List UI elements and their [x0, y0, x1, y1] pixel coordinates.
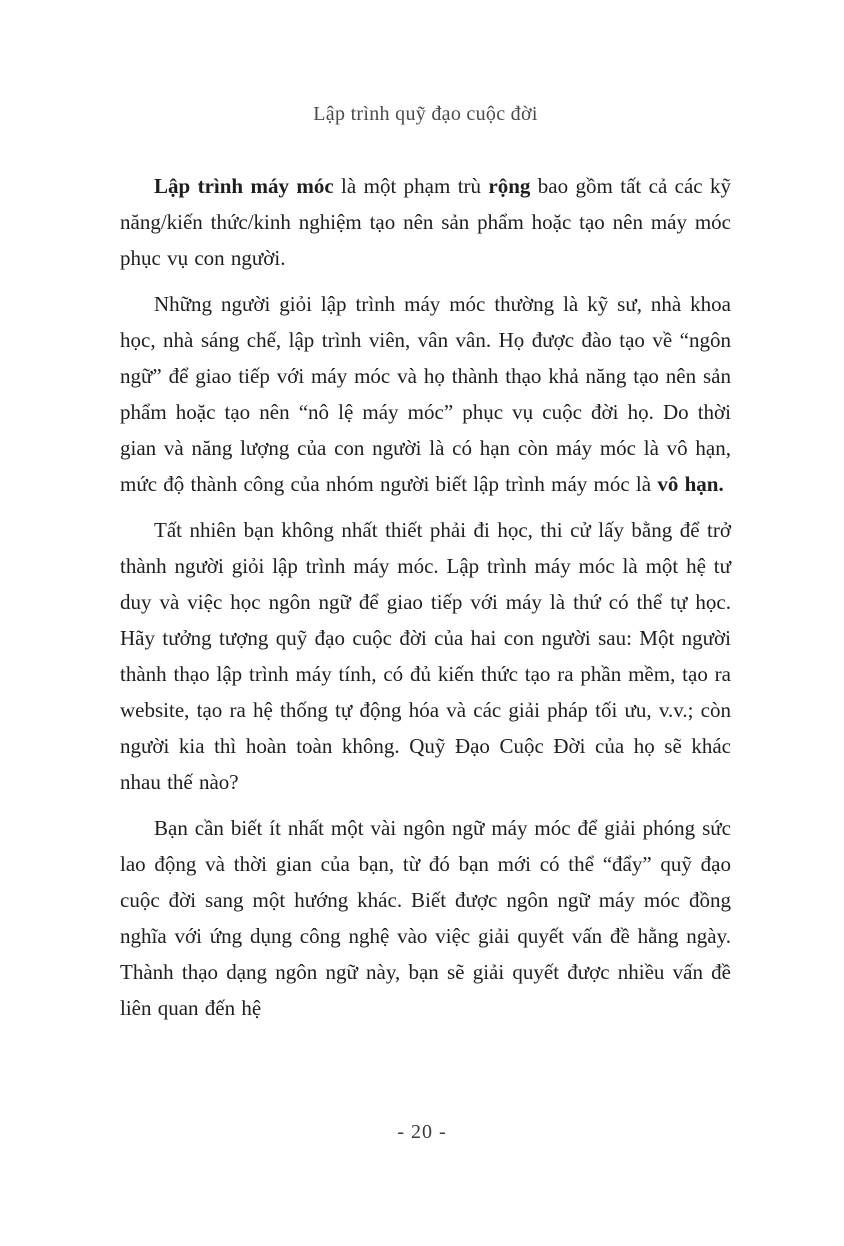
paragraph: [120, 512, 731, 800]
bold-text-run: Lập trình máy móc: [154, 174, 334, 198]
paragraph: [120, 286, 731, 502]
paragraph: [120, 168, 731, 276]
text-run: là một phạm trù: [333, 174, 489, 198]
text-run: bao gồm tất cả các kỹ năng/kiến thức/kinh nghiệm tạo nên sản phẩm hoặc tạo nên máy móc phục vụ con người.: [120, 174, 732, 270]
page-body: [120, 168, 731, 1026]
text-run: Những người giỏi lập trình máy móc thường là kỹ sư, nhà khoa học, nhà sáng chế, lập trình viên, vân vân. Họ được đào tạo về “ngôn ngữ” để giao tiếp với máy móc và họ thành thạo khả năng tạo nên sản phẩm hoặc tạo nên “nô lệ máy móc” phục vụ cuộc đời họ. Do thời gian và năng lượng của con người là có hạn còn máy móc là vô hạn, mức độ thành công của nhóm người biết lập trình máy móc là: [120, 292, 731, 496]
bold-text-run: vô hạn.: [657, 472, 724, 496]
text-run: Bạn cần biết ít nhất một vài ngôn ngữ máy móc để giải phóng sức lao động và thời gian của bạn, từ đó bạn mới có thể “đẩy” quỹ đạo cuộc đời sang một hướng khác. Biết được ngôn ngữ máy móc đồng nghĩa với ứng dụng công nghệ vào việc giải quyết vấn đề hằng ngày. Thành thạo dạng ngôn ngữ này, bạn sẽ giải quyết được nhiều vấn đề liên quan đến hệ: [120, 816, 731, 1020]
text-run: Tất nhiên bạn không nhất thiết phải đi học, thi cử lấy bằng để trở thành người giỏi lập trình máy móc. Lập trình máy móc là một hệ tư duy và việc học ngôn ngữ để giao tiếp với máy là thứ có thể tự học. Hãy tưởng tượng quỹ đạo cuộc đời của hai con người sau: Một người thành thạo lập trình máy tính, có đủ kiến thức tạo ra phần mềm, tạo ra website, tạo ra hệ thống tự động hóa và các giải pháp tối ưu, v.v.; còn người kia thì hoàn toàn không. Quỹ Đạo Cuộc Đời của họ sẽ khác nhau thế nào?: [120, 518, 731, 794]
paragraph: [120, 810, 731, 1026]
page-number: - 20 -: [397, 1121, 447, 1143]
running-header: Lập trình quỹ đạo cuộc đời: [313, 103, 538, 125]
bold-text-run: rộng: [488, 174, 531, 198]
